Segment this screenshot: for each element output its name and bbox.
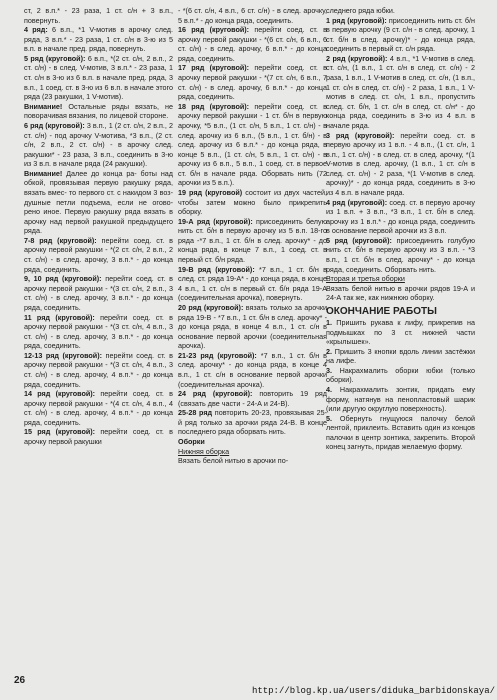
text-column-right: [326, 6, 475, 452]
paragraph-text: присоединить нить ст. б/н в первую арочку (9 ст. с/н - в след. арочку, 1 ст. б/н в след. арочку)* - до конца ряда, соединить в первый ст. с/н ряда.: [326, 15, 475, 54]
paragraph: [326, 366, 475, 385]
paragraph: [326, 6, 475, 16]
paragraph-text: присоединить белую нить ст. б/н в первую арочку из 5 в.п. 18-го ряда -*7 в.п., 1 ст. б/н в след. арочку* - до конца ряда, в конце 7 в.п., 1 соед. ст. в первый ст. б/н ряда.: [178, 216, 327, 265]
row-heading: 18 ряд (круговой):: [178, 101, 250, 111]
paragraph-text: Вязать белой нитью в арочки по-: [178, 456, 289, 466]
paragraph: [24, 169, 173, 236]
paragraph-text: - *(6 ст. с/н, 4 в.п., 6 ст. с/н) - в след. арочку, 5 в.п.* - до конца ряда, соединить.: [178, 6, 327, 25]
footer-url: http://blog.kp.ua/users/diduka_barbidonskaya/: [251, 686, 495, 696]
row-heading: 9, 10 ряд (круговой):: [24, 274, 102, 284]
paragraph-text: Обернуть гнущуюся палочку белой лентой, приклеить. Вставить один из концов палочки в центр зонтика, закрепить. Второй конец загнуть, придав желаемую форму.: [326, 413, 475, 452]
paragraph: [178, 389, 327, 408]
paragraph-text: повторить 20-23, провязывая 25-й ряд только за арочки ряда 24-В. В конце последнего ряда оборвать нить.: [178, 408, 328, 437]
row-heading: 3 ряд (круговой):: [326, 130, 395, 140]
row-heading: 7-8 ряд (круговой):: [24, 235, 97, 245]
paragraph: [326, 131, 475, 198]
paragraph: [178, 217, 327, 265]
paragraph: [326, 347, 475, 366]
paragraph: [178, 63, 327, 101]
paragraph: [326, 198, 475, 236]
paragraph-text: вязать только за арочки ряда 19-В - *7 в.п., 1 ст. б/н в след. арочку* - до конца ряда, в конце 4 в.п., 1 ст. с/н в основание первой арочки (соединительная арочка).: [178, 302, 327, 351]
page-number: 26: [14, 675, 26, 686]
paragraph-text: перейти соед. ст. в арочку первой ракушки - *(7 ст. с/н, 6 в.п., 7 ст. с/н) - в след. арочку, 6 в.п.* - до конца ряда, соединить.: [178, 63, 327, 102]
paragraph: [326, 284, 475, 303]
paragraph-text: повторить 19 ряд (связать две части - 24-А и 24-В).: [178, 389, 327, 408]
paragraph: [326, 385, 475, 414]
row-heading: 14 ряд (круговой):: [24, 389, 96, 399]
row-heading: 3.: [326, 365, 332, 375]
paragraph: [24, 313, 173, 351]
paragraph: [178, 456, 327, 466]
row-heading: 4 ряд (круговой):: [326, 197, 388, 207]
row-heading: 19-В ряд (круговой):: [178, 264, 255, 274]
row-heading: 1.: [326, 317, 332, 327]
paragraph-text: 6 в.п., *1 V-мотив в арочку след. ряда, 3 в.п.* - 23 раза, 1 ст. с/н в 3-ю из 5 в.п. в начале пред. ряда, повернуть.: [24, 25, 173, 54]
paragraph: [24, 102, 173, 121]
paragraph: [24, 389, 173, 427]
underlined-heading: Нижняя оборка: [178, 446, 230, 456]
paragraph-text: перейти соед. ст. в арочку первой ракушки - *(4 ст. с/н, 4 в.п., 4 ст. с/н) - в след. арочку, 4 в.п.* - до конца ряда, соединить.: [24, 389, 173, 427]
row-heading: 1 ряд (круговой):: [326, 15, 387, 25]
row-heading: 12-13 ряд (круговой):: [24, 350, 103, 360]
paragraph-text: перейти соед. ст. в арочку первой ракушки - *(2 ст. с/н, 2 в.п., 2 ст. с/н) - в след. арочку, 3 в.п.* - до конца ряда, соединить.: [24, 235, 173, 274]
row-heading: Внимание!: [24, 168, 63, 178]
row-heading: 24 ряд (круговой):: [178, 389, 253, 399]
paragraph-text: Пришить рукава к лифу, прикрепив на подмышках по 3 ст. нижней части «крылышек».: [326, 317, 475, 347]
paragraph: [178, 303, 327, 351]
paragraph: [24, 54, 173, 102]
row-heading: 5 ряд (круговой):: [326, 235, 392, 245]
paragraph-text: перейти соед. ст. в арочку первой ракушки - *(3 ст. с/н, 4 в.п., 3 ст. с/н) - в след. арочку, 4 в.п.* - до конца ряда, соединить.: [24, 350, 173, 389]
text-column-middle: [178, 6, 327, 466]
paragraph-text: перейти соед. ст. в арочку первой ракушки - *(3 ст. с/н, 2 в.п., 3 ст. с/н) - в след. арочку, 3 в.п.* - до конца ряда, соединить.: [24, 274, 173, 312]
row-heading: 21-23 ряд (круговой):: [178, 350, 257, 360]
paragraph-text: перейти соед. ст. в первую арочку из 1 в.п. - 4 в.п., (1 ст. с/н, 1 в.п., 1 ст. с/н) - в след. ст. в след. арочку, *(1 V-мотив в след. арочку, (1 в.п., 1 ст. с/н в след. ст. с/н) - 2 раза, *(1 V-мотив в след. арочку)* - до конца ряда, соединить в 3-ю из 4 в.п. в начале ряда.: [326, 130, 475, 197]
paragraph: [24, 427, 173, 446]
paragraph-text: Накрахмалить зонтик, придать ему форму, натянув на пенопластовый шарик (или другую округлую поверхность).: [326, 384, 475, 414]
paragraph: [178, 351, 327, 389]
section-heading: ОКОНЧАНИЕ РАБОТЫ: [326, 305, 437, 317]
paragraph-text: перейти соед. ст. в арочку первой ракушки: [24, 427, 173, 447]
paragraph-text: перейти соед. ст. в арочку первой ракушки - *(3 ст. с/н, 4 в.п., 3 ст. с/н) - в след. арочку, 3 в.п.* - до конца ряда, соединить.: [24, 312, 173, 351]
row-heading: 11 ряд (круговой):: [24, 312, 95, 322]
paragraph: [178, 188, 327, 217]
paragraph: [24, 351, 173, 389]
paragraph: [24, 121, 173, 169]
row-heading: 6 ряд (круговой):: [24, 120, 85, 130]
subsection-heading: [178, 437, 327, 447]
paragraph: [326, 54, 475, 131]
paragraph: [24, 25, 173, 54]
paragraph-text: ст, 2 в.п.* - 23 раза, 1 ст. с/н + 3 в.п., повернуть.: [24, 6, 173, 25]
row-heading: Внимание!: [24, 101, 63, 111]
paragraph: [326, 414, 475, 452]
paragraph: [326, 16, 475, 54]
row-heading: 19-А ряд (круговой):: [178, 216, 253, 226]
paragraph-text: перейти соед. ст. в арочку первой ракушки - 1 ст. б/н в первую арочку, *5 в.п., (1 ст. с/н, 5 в.п., 1 ст. с/н) - в след. арочку из 6 в.п., (5 в.п., 1 ст. б/н) - в след. арочку из 6 в.п.* - до конца ряда, в конце 5 в.п., (1 ст. с/н, 5 в.п., 1 ст. с/н) - в арочку из 6 в.п., 5 в.п., 1 соед. ст. в первое ст. б/н в начале ряда. Оборвать нить (72 арочки из 5 в.п.).: [178, 101, 327, 188]
text-column-left: [24, 6, 173, 447]
paragraph-text: 3 в.п., 1 (2 ст. с/н, 2 в.п., 2 ст. с/н) - под арочку V-мотива, *3 в.п., (2 ст. с/н, 2 в.п., 2 ст. с/н) - в арочку след. ракушки* - 23 раза, 3 в.п., соединить в 3-ю из 3 в.п. в начале ряда (24 ракушки).: [24, 120, 173, 169]
paragraph-text: Вязать белой нитью в арочки рядов 19-А и 24-А так же, как нижнюю оборку.: [326, 283, 475, 303]
paragraph: [326, 318, 475, 347]
row-heading: 19 ряд (круговой): [178, 187, 243, 197]
paragraph-text: *7 в.п., 1 ст. б/н в след. ст. ряда 19-А* - до конца ряда, в конце 4 в.п., 1 ст. с/н в первый ст. б/н ряда 19-А (соединительная арочка), повернуть.: [178, 264, 327, 303]
paragraph-text: Накрахмалить оборки юбки (только оборки).: [326, 365, 475, 385]
subsection-title: Оборки: [178, 437, 205, 447]
paragraph: [326, 236, 475, 274]
row-heading: 20 ряд (круговой):: [178, 302, 244, 312]
underlined-heading: Вторая и третья оборки: [326, 274, 405, 284]
paragraph-text: следнего ряда юбки.: [326, 6, 395, 15]
row-heading: 2 ряд (круговой):: [326, 53, 388, 63]
paragraph: [24, 274, 173, 312]
paragraph: [24, 236, 173, 274]
row-heading: 2.: [326, 346, 332, 356]
row-heading: 5 ряд (круговой):: [24, 53, 86, 63]
row-heading: 4.: [326, 384, 332, 394]
row-heading: 25-28 ряд: [178, 408, 213, 418]
paragraph-text: 6 в.п., *(2 ст. с/н, 2 в.п., 2 ст. с/н) - в след. V-мотив, 3 в.п.* - 23 раза, 1 ст. с/н в 3-ю из 6 в.п. в начале пред. ряда, 3 в.п., 1 соед. ст. в 3-ю из 6 в.п. в начале этого ряда (23 ракушки, 1 V-мотив).: [24, 53, 173, 102]
paragraph-text: 4 в.п., *1 V-мотив в след. ст. с/н, (1 в.п., 1 ст. с/н в след. ст. с/н) - 2 раза, 1 в.п., 1 V-мотив в след. ст. с/н, (1 в.п., 1 ст. с/н в след. ст. с/н) - 2 раза, 1 в.п., 1 V-мотив в след. ст. с/н, 1 в.п., пропустить след. ст. б/н, 1 ст. с/н в след. ст. с/н* - до конца ряда, соединить в 3-ю из 4 в.п. в начале ряда.: [326, 53, 475, 130]
paragraph-text: Пришить 3 кнопки вдоль линии застёжки на лифе.: [326, 346, 475, 366]
paragraph-text: Остальные ряды вязать, не поворачивая вязания, по лицевой стороне.: [24, 101, 173, 121]
paragraph-text: состоит из двух частей, чтобы затем можно было прикрепить оборку.: [178, 187, 327, 217]
row-heading: 15 ряд (круговой):: [24, 427, 96, 437]
paragraph: [178, 408, 327, 437]
paragraph-text: *7 в.п., 1 ст. б/н в след. арочку* - до конца ряда, в конце 4 в.п., 1 ст. с/н в основание первой арочки (соединительная арочка).: [178, 350, 327, 389]
paragraph: [24, 6, 173, 25]
row-heading: 5.: [326, 413, 332, 423]
paragraph: [178, 102, 327, 188]
paragraph-text: Далее до конца ра- боты над обкой, провязывая первую ракушку ряда, вязать вмес- то первого ст. с накидом 3 воз- душные петли подъема, если не огово- рено иное. Первую ракушку ряда вязать в арочку над первой ракушкой предыдущего ряда.: [24, 168, 173, 236]
paragraph-text: присоединить голубую нить ст. б/н в первую арочку из 3 в.п. - *3 в.п., 1 ст. б/н в след. арочку* - до конца ряда, соединить. Оборвать нить.: [326, 235, 475, 274]
row-heading: 16 ряд (круговой):: [178, 25, 250, 35]
row-heading: 4 ряд:: [24, 25, 48, 35]
paragraph-text: перейти соед. ст. в арочку первой ракушки - *(6 ст. с/н, 6 в.п., 6 ст. с/н) - в след. арочку, 6 в.п.* - до конца ряда, соединить.: [178, 25, 327, 63]
paragraph: [178, 265, 327, 303]
row-heading: 17 ряд (круговой):: [178, 63, 250, 73]
paragraph: [178, 25, 327, 63]
paragraph-text: соед. ст. в первую арочку из 1 в.п. + 3 в.п., *3 в.п., 1 ст. б/н в след. арочку из 1 в.п.* - до конца ряда, соединить в основание первой арочки из 3 в.п.: [326, 197, 475, 236]
paragraph: [178, 6, 327, 25]
